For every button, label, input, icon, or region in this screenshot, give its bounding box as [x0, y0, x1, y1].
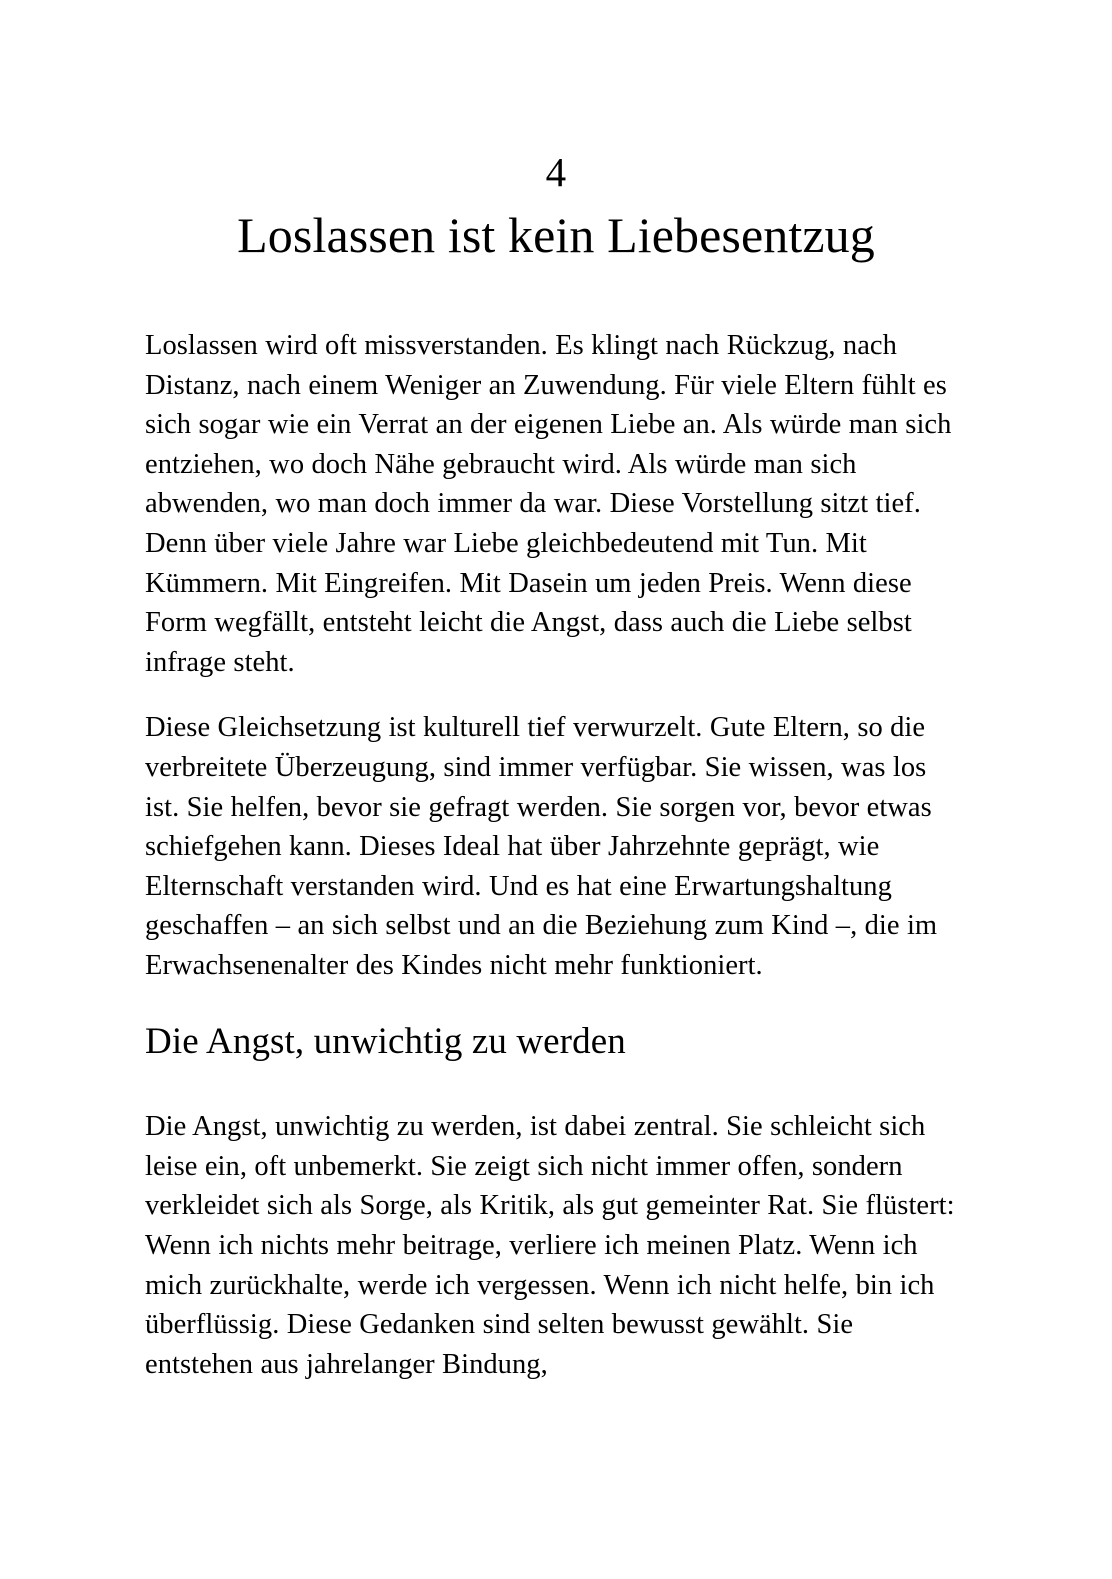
paragraph: Die Angst, unwichtig zu werden, ist dabei zentral. Sie schleicht sich leise ein, oft unbemerkt. Sie zeigt sich nicht immer offen, sondern verkleidet sich als Sorge, als Kritik, als gut gemeinter Rat. Sie flüstert: Wenn ich nichts mehr beitrage, verliere ich meinen Platz. Wenn ich mich zurückhalte, werde ich vergessen. Wenn ich nicht helfe, bin ich überflüssig. Diese Gedanken sind selten bewusst gewählt. Sie entstehen aus jahrelanger Bindung, — [145, 1111, 955, 1380]
chapter-title: Loslassen ist kein Liebesentzug — [237, 207, 875, 263]
page-content — [145, 0, 967, 1384]
section-heading: Die Angst, unwichtig zu werden — [145, 1020, 626, 1062]
paragraph: Loslassen wird oft missverstanden. Es klingt nach Rückzug, nach Distanz, nach einem Weniger an Zuwendung. Für viele Eltern fühlt es sich sogar wie ein Verrat an der eigenen Liebe an. Als würde man sich entziehen, wo doch Nähe gebraucht wird. Als würde man sich abwenden, wo man doch immer da war. Diese Vorstellung sitzt tief. Denn über viele Jahre war Liebe gleichbedeutend mit Tun. Mit Kümmern. Mit Eingreifen. Mit Dasein um jeden Preis. Wenn diese Form wegfällt, entsteht leicht die Angst, dass auch die Liebe selbst infrage steht. — [145, 330, 952, 678]
chapter-number: 4 — [545, 149, 567, 195]
chapter-intro-body — [145, 264, 967, 986]
section-body — [145, 1063, 967, 1384]
paragraph: Diese Gleichsetzung ist kulturell tief verwurzelt. Gute Eltern, so die verbreitete Überzeugung, sind immer verfügbar. Sie wissen, was los ist. Sie helfen, bevor sie gefragt werden. Sie sorgen vor, bevor etwas schiefgehen kann. Dieses Ideal hat über Jahrzehnte geprägt, wie Elternschaft verstanden wird. Und es hat eine Erwartungshaltung geschaffen – an sich selbst und an die Beziehung zum Kind –, die im Erwachsenenalter des Kindes nicht mehr funktioniert. — [145, 712, 938, 981]
